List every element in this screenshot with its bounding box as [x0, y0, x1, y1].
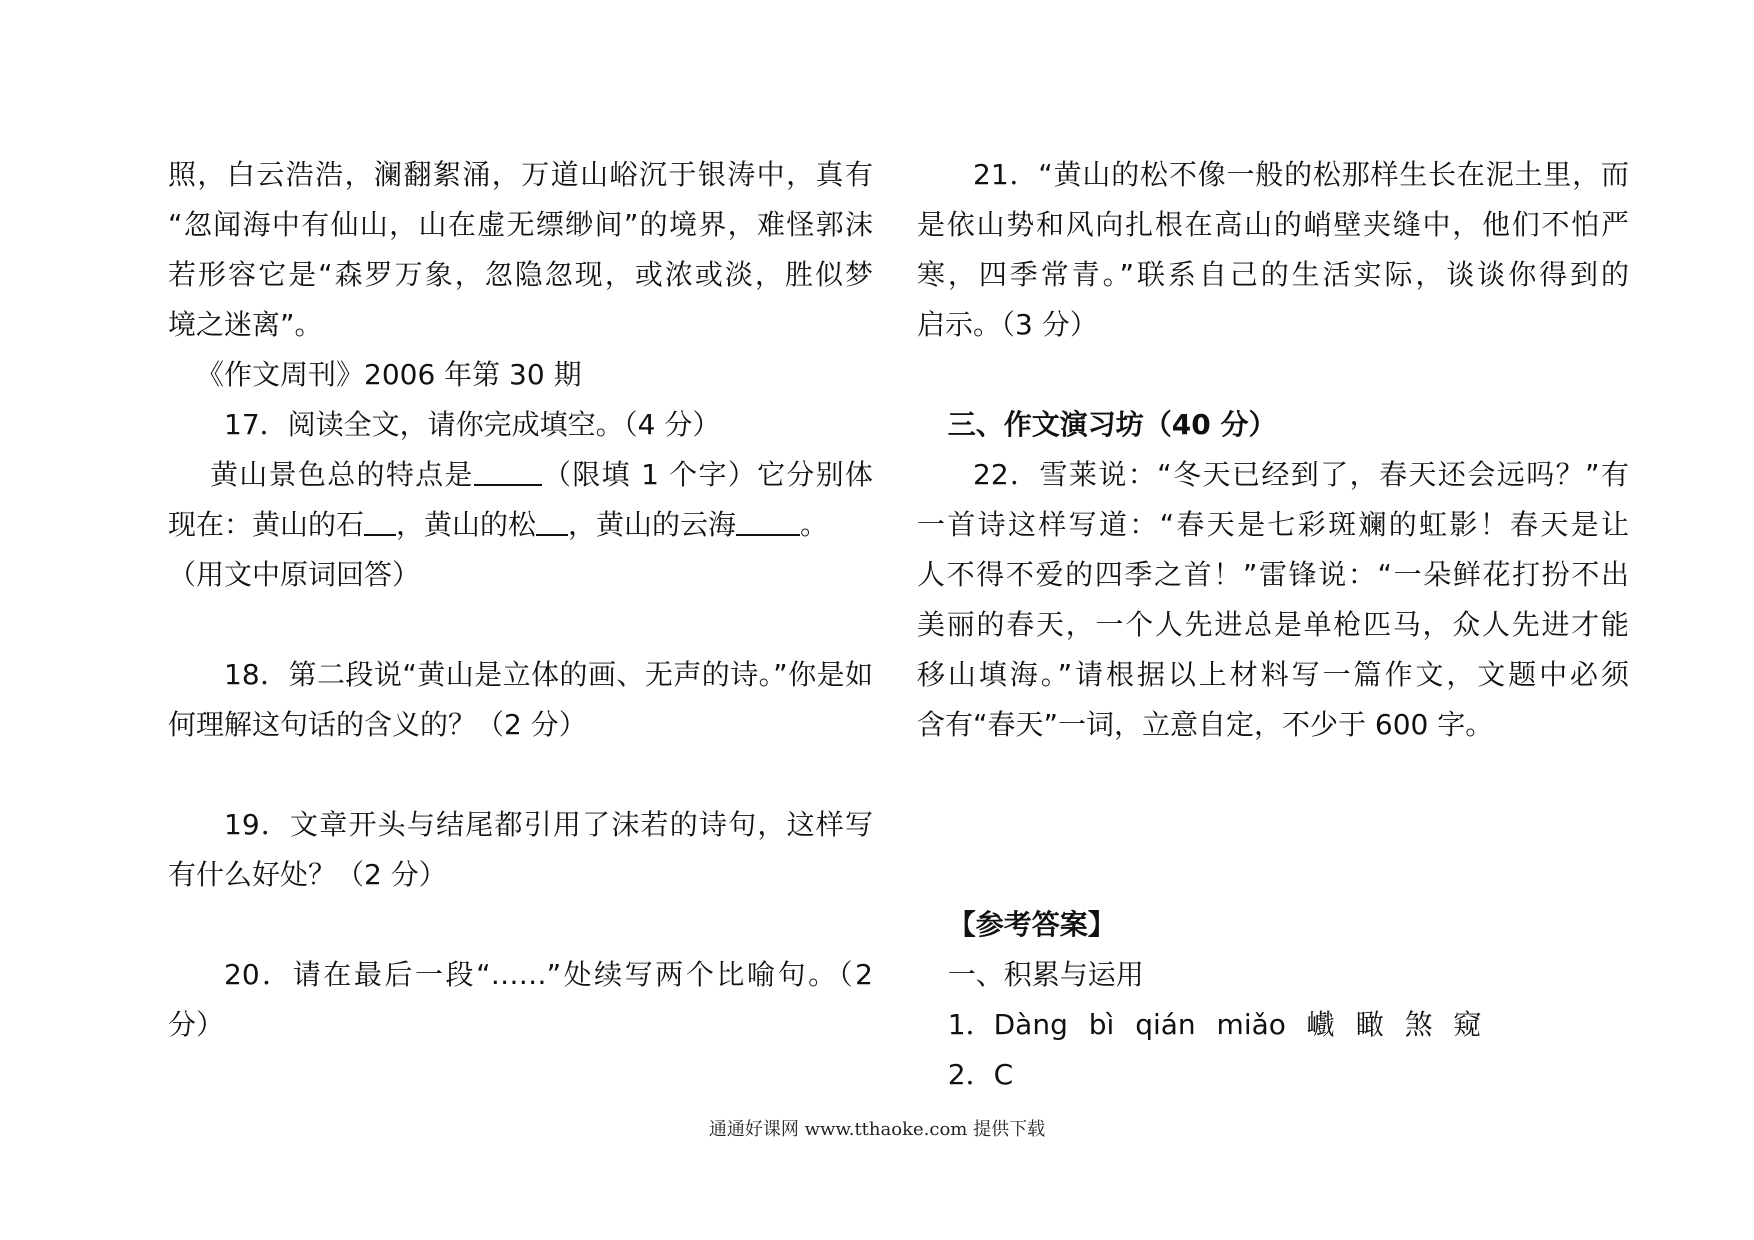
- passage-line: 照，白云浩浩，澜翻絮涌，万道山峪沉于银涛中，真有: [168, 158, 873, 191]
- question-20-line: 20．请在最后一段“……”处续写两个比喻句。（2: [224, 958, 873, 991]
- fill-blank[interactable]: [474, 456, 542, 486]
- q17-text: 现在：黄山的石: [168, 508, 365, 541]
- answer-2: 2．C: [947, 1058, 1014, 1091]
- q17-text: ，黄山的松: [396, 508, 537, 541]
- section-3-heading: 三、作文演习坊（40 分）: [947, 408, 1277, 441]
- page-footer: 通通好课网 www.tthaoke.com 提供下载: [708, 1119, 1046, 1140]
- source-citation: 《作文周刊》2006 年第 30 期: [196, 358, 582, 391]
- answers-section-1: 一、积累与运用: [947, 958, 1144, 991]
- question-18-line: 18．第二段说“黄山是立体的画、无声的诗。”你是如: [224, 658, 873, 691]
- question-22-line: 含有“春天”一词，立意自定，不少于 600 字。: [917, 708, 1494, 741]
- question-21-line: 21．“黄山的松不像一般的松那样生长在泥土里，而: [973, 158, 1629, 191]
- question-22-line: 移山填海。”请根据以上材料写一篇作文，文题中必须: [917, 658, 1629, 691]
- question-20-line: 分）: [168, 1008, 225, 1041]
- question-21-line: 寒，四季常青。”联系自己的生活实际，谈谈你得到的: [917, 258, 1629, 291]
- passage-line: 若形容它是“森罗万象，忽隐忽现，或浓或淡，胜似梦: [168, 258, 873, 291]
- question-21-line: 是依山势和风向扎根在高山的峭壁夹缝中，他们不怕严: [917, 208, 1629, 241]
- left-column: [168, 150, 873, 1050]
- q17-text: 。: [800, 508, 829, 541]
- question-18-line: 何理解这句话的含义的？（2 分）: [168, 708, 587, 741]
- right-column: [917, 150, 1629, 1100]
- question-21-line: 启示。（3 分）: [917, 308, 1098, 341]
- question-17-line1: [168, 450, 873, 500]
- passage-line: 境之迷离”。: [168, 308, 323, 341]
- question-22-line: 人不得不爱的四季之首！”雷锋说：“一朵鲜花打扮不出: [917, 558, 1629, 591]
- question-19-line: 19．文章开头与结尾都引用了沫若的诗句，这样写: [224, 808, 873, 841]
- question-22-line: 一首诗这样写道：“春天是七彩斑斓的虹影！春天是让: [917, 508, 1629, 541]
- answer-1: 1．Dàng bì qián miǎo 巇 瞰 煞 窥: [947, 1008, 1482, 1041]
- q17-text: ，黄山的云海: [568, 508, 737, 541]
- passage-line: “忽闻海中有仙山，山在虚无缥缈间”的境界，难怪郭沫: [168, 208, 873, 241]
- question-19-line: 有什么好处？（2 分）: [168, 858, 447, 891]
- question-22-line: 22．雪莱说：“冬天已经到了，春天还会远吗？”有: [973, 458, 1629, 491]
- question-17-heading: 17．阅读全文，请你完成填空。（4 分）: [224, 408, 721, 441]
- question-22-line: 美丽的春天，一个人先进总是单枪匹马，众人先进才能: [917, 608, 1629, 641]
- q17-text: 黄山景色总的特点是: [210, 458, 474, 491]
- fill-blank[interactable]: [536, 506, 568, 536]
- answers-title: 【参考答案】: [947, 908, 1116, 941]
- fill-blank[interactable]: [736, 506, 800, 536]
- question-17-line3: （用文中原词回答）: [168, 558, 421, 591]
- question-17-line2: [168, 500, 873, 550]
- q17-text: （限填 1 个字）它分别体: [541, 458, 873, 491]
- fill-blank[interactable]: [364, 506, 396, 536]
